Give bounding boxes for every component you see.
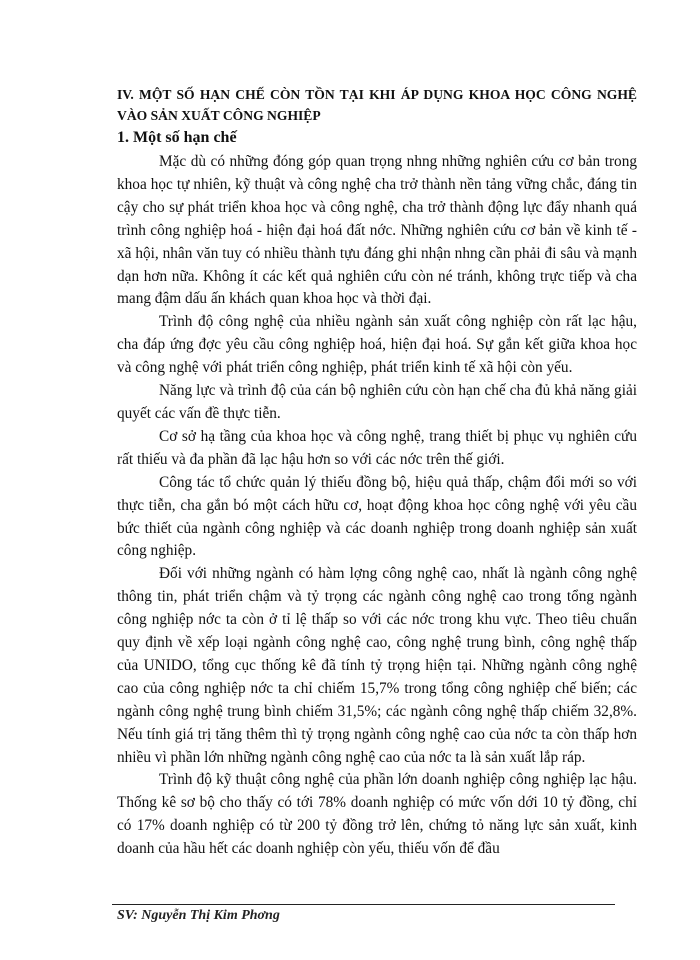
paragraph-4: Cơ sở hạ tầng của khoa học và công nghệ, trang thiết bị phục vụ nghiên cứu rất thiếu và đa phần đã lạc hậu hơn so với các nớc trên thế giới. xyxy=(117,427,637,468)
footer-divider xyxy=(112,904,615,905)
paragraph-1: Mặc dù có những đóng góp quan trọng nhng những nghiên cứu cơ bản trong khoa học tự nhiên, kỹ thuật và công nghệ cha trở thành nền tảng vững chắc, đáng tin cậy cho sự phát triển khoa học và công nghệ, cha trở thành động lực đẩy nhanh quá trình công nghiệp hoá - hiện đại hoá đất nớc. Những nghiên cứu cơ bản về kinh tế - xã hội, nhân văn tuy có nhiều thành tựu đáng ghi nhận nhng cần phải đi sâu và mạnh dạn hơn nữa. Không ít các kết quả nghiên cứu còn né tránh, không trực tiếp và cha mang đậm dấu ấn khách quan khoa học và thời đại. xyxy=(117,153,637,308)
paragraph-2: Trình độ công nghệ của nhiều ngành sản xuất công nghiệp còn rất lạc hậu, cha đáp ứng đợc yêu cầu công nghiệp hoá, hiện đại hoá. Sự gắn kết giữa khoa học và công nghệ với phát triển công nghiệp, phát triển kinh tế xã hội còn yếu. xyxy=(117,313,637,377)
paragraph-5: Công tác tổ chức quản lý thiếu đồng bộ, hiệu quả thấp, chậm đổi mới so với thực tiễn, cha gắn bó một cách hữu cơ, hoạt động khoa học công nghệ với yêu cầu bức thiết của ngành công nghiệp và các doanh nghiệp trong doanh nghiệp sản xuất công nghiệp. xyxy=(117,473,637,560)
paragraph-6: Đối với những ngành có hàm lợng công nghệ cao, nhất là ngành công nghệ thông tin, phát triển chậm và tỷ trọng các ngành công nghệ cao trong tổng ngành công nghiệp nớc ta còn ở tỉ lệ thấp so với các nớc trong khu vực. Theo tiêu chuẩn quy định về xếp loại ngành công nghệ cao, công nghệ trung bình, công nghệ thấp của UNIDO, tổng cục thống kê đã tính tỷ trọng hiện tại. Những ngành công nghệ cao của công nghiệp nớc ta chỉ chiếm 15,7% trong tổng công nghiệp chế biến; các ngành công nghệ trung bình chiếm 31,5%; các ngành công nghệ thấp chiếm 32,8%. Nếu tính giá trị tăng thêm thì tỷ trọng ngành công nghệ cao của nớc ta còn thấp hơn nhiều vì phần lớn những ngành công nghệ cao của nớc ta là sản xuất lắp ráp. xyxy=(117,565,637,766)
subsection-heading: 1. Một số hạn chế xyxy=(117,129,237,146)
document-body xyxy=(117,84,637,861)
paragraph-7: Trình độ kỹ thuật công nghệ của phần lớn doanh nghiệp công nghiệp lạc hậu. Thống kê sơ bộ cho thấy có tới 78% doanh nghiệp có mức vốn dới 10 tỷ đồng, chỉ có 17% doanh nghiệp có từ 200 tỷ đồng trở lên, chứng tỏ năng lực sản xuất, kinh doanh của hầu hết các doanh nghiệp còn yếu, thiếu vốn để đầu xyxy=(117,771,637,858)
footer-author: SV: Nguyễn Thị Kim Phơng xyxy=(117,908,280,923)
section-heading: IV. MỘT SỐ HẠN CHẾ CÒN TỒN TẠI KHI ÁP DỤNG KHOA HỌC CÔNG NGHỆ VÀO SẢN XUẤT CÔNG NGHIỆP xyxy=(117,87,637,123)
paragraph-3: Năng lực và trình độ của cán bộ nghiên cứu còn hạn chế cha đủ khả năng giải quyết các vấn đề thực tiễn. xyxy=(117,382,637,422)
